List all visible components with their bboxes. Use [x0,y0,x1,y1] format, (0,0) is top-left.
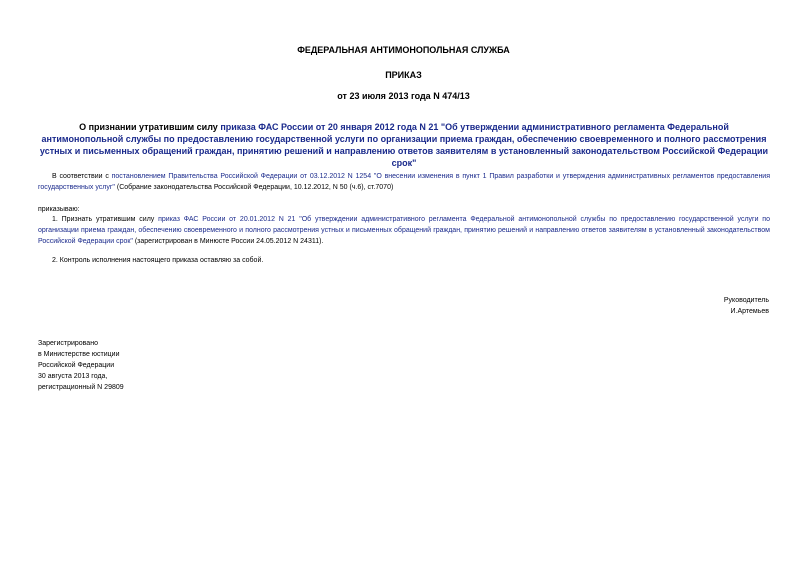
clause-1-prefix: 1. Признать утратившим силу [52,216,159,223]
order-word: приказываю: [38,206,80,213]
preamble-paragraph [38,171,770,193]
clause-1 [38,214,770,247]
agency-name: ФЕДЕРАЛЬНАЯ АНТИМОНОПОЛЬНАЯ СЛУЖБА [297,45,510,55]
clause-2: 2. Контроль исполнения настоящего приказа оставляю за собой. [52,257,264,264]
registration-line: 30 августа 2013 года, [38,373,108,380]
preamble-suffix: (Собрание законодательства Российской Федерации, 10.12.2012, N 50 (ч.6), ст.7070) [114,184,394,191]
document-title [38,121,770,169]
preamble-prefix: В соответствии с [52,173,112,180]
document-date: от 23 июля 2013 года N 474/13 [337,91,470,101]
title-prefix: О признании утратившим силу [79,122,221,132]
signature-position: Руководитель [723,297,769,304]
preamble-link[interactable]: постановлением Правительства Российской Федерации от 03.12.2012 N 1254 "О внесении изменения в пункт 1 Правил разработки и утверждения административных регламентов предоставления государственных услуг" [38,173,771,191]
signature-block [724,295,769,317]
registration-line: регистрационный N 29809 [38,384,124,391]
clause-1-link[interactable]: приказ ФАС России от 20.01.2012 N 21 "Об утверждении административного регламента Федеральной антимонопольной службы по предоставлению государственной услуги по организации приема граждан, обеспечению своевременного и полного рассмотрения устных и письменных обращений граждан, принятию решений и направлению ответов заявителям в установленный законодательством Российской Федерации срок" [38,216,770,245]
registration-line: в Министерстве юстиции [38,351,120,358]
document-type: ПРИКАЗ [385,70,422,80]
registration-block [38,338,124,393]
registration-line: Зарегистрировано [38,340,98,347]
registration-line: Российской Федерации [38,362,115,369]
clause-1-suffix: (зарегистрирован в Минюсте России 24.05.2012 N 24311). [132,238,324,245]
title-link[interactable]: приказа ФАС России от 20 января 2012 года N 21 "Об утверждении административного регламента Федеральной антимонопольной службы по предоставлению государственной услуги по организации приема граждан, обеспечению своевременного и полного рассмотрения устных и письменных обращений граждан, принятию решений и направлению ответов заявителям в установленный законодательством Российской Федерации срок" [39,122,769,168]
signature-name: И.Артемьев [730,308,769,315]
